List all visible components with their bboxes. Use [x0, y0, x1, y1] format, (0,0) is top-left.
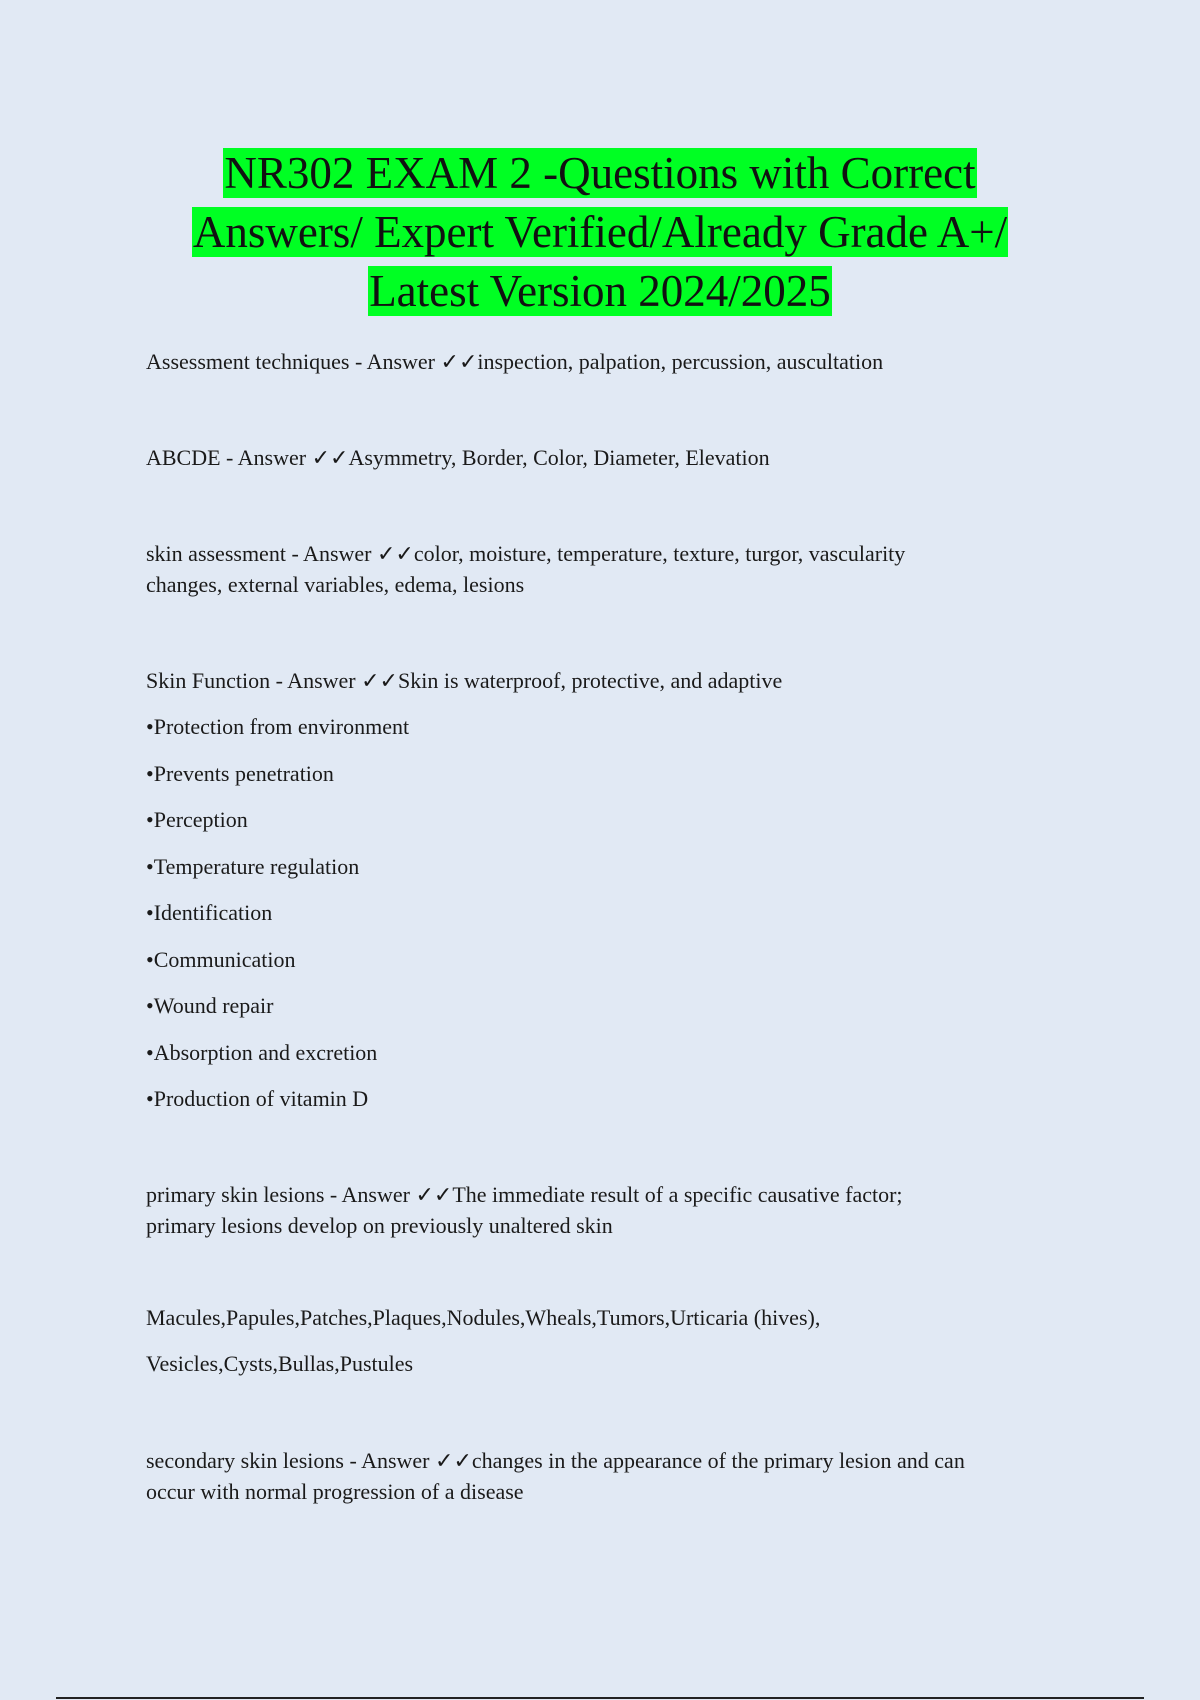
document-body: [146, 346, 1066, 1507]
list-item: •Prevents penetration: [146, 760, 334, 786]
document-title: [120, 144, 1080, 321]
list-item: •Communication: [146, 946, 296, 972]
footer-divider: [56, 1697, 1144, 1699]
qa-primary-line-2: primary lesions develop on previously unaltered skin: [146, 1212, 613, 1238]
qa-abcde: ABCDE - Answer ✓✓Asymmetry, Border, Color, Diameter, Elevation: [146, 445, 770, 470]
list-item: •Perception: [146, 807, 248, 832]
qa-secondary-line-1: secondary skin lesions - Answer ✓✓changes in the appearance of the primary lesion and can: [146, 1447, 965, 1473]
list-item: •Absorption and excretion: [146, 1039, 378, 1065]
qa-skin-assessment-line-2: changes, external variables, edema, lesions: [146, 572, 525, 597]
qa-secondary-skin-lesions: [146, 1445, 1066, 1507]
qa-primary-skin-lesions: [146, 1179, 1066, 1241]
title-line-1: NR302 EXAM 2 -Questions with Correct: [224, 148, 976, 198]
list-item: •Wound repair: [146, 993, 274, 1018]
list-item: •Protection from environment: [146, 714, 410, 739]
qa-assessment-techniques: Assessment techniques - Answer ✓✓inspection, palpation, percussion, auscultation: [146, 349, 884, 374]
lesion-types-line-2: Vesicles,Cysts,Bullas,Pustules: [146, 1350, 414, 1376]
title-line-2: Answers/ Expert Verified/Already Grade A+/: [192, 207, 1008, 257]
qa-secondary-line-2: occur with normal progression of a disease: [146, 1478, 524, 1504]
list-item: •Temperature regulation: [146, 853, 360, 879]
lesion-types-line-1: Macules,Papules,Patches,Plaques,Nodules,Wheals,Tumors,Urticaria (hives),: [146, 1304, 821, 1330]
title-line-3: Latest Version 2024/2025: [369, 266, 831, 316]
skin-function-list: [146, 711, 1066, 1114]
list-item: •Production of vitamin D: [146, 1086, 369, 1111]
qa-skin-function: Skin Function - Answer ✓✓Skin is waterproof, protective, and adaptive: [146, 668, 783, 693]
primary-lesion-types: [146, 1302, 1066, 1379]
qa-skin-assessment: [146, 538, 1066, 600]
qa-primary-line-1: primary skin lesions - Answer ✓✓The immediate result of a specific causative factor;: [146, 1181, 903, 1207]
qa-skin-assessment-line-1: skin assessment - Answer ✓✓color, moisture, temperature, texture, turgor, vascularity: [146, 541, 906, 566]
list-item: •Identification: [146, 900, 273, 925]
